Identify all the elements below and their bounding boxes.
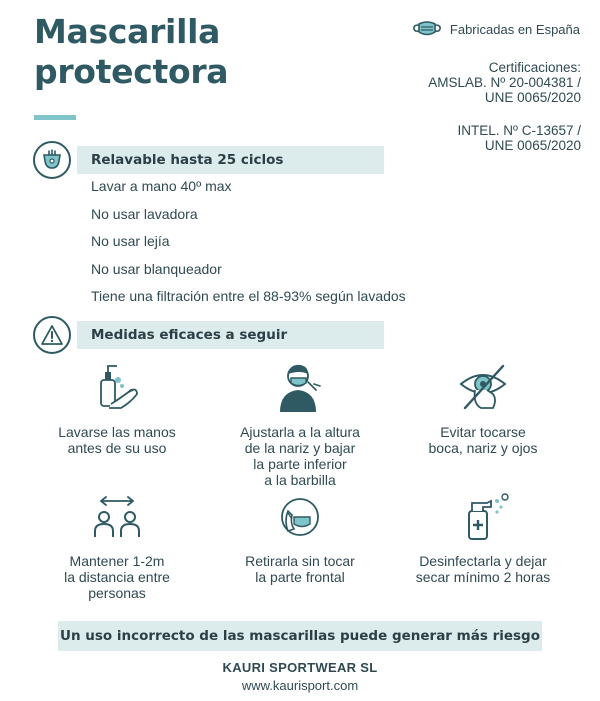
title-line-1: Mascarilla [34,12,221,51]
tip-label-line: antes de su uso [67,440,167,456]
tip-adjust-mask [220,360,380,488]
company-name: KAURI SPORTWEAR SL [222,660,378,675]
warning-icon [33,316,71,354]
disinfect-spray-icon [453,493,513,543]
washing-item: Tiene una filtración entre el 88-93% según lavados [91,288,406,304]
cert-intel-line-1: INTEL. Nº C-13657 / [457,123,581,138]
tip-wash-hands [37,360,197,456]
tip-label-line: boca, nariz y ojos [428,440,538,456]
website-link[interactable]: www.kaurisport.com [241,678,359,693]
washing-instructions [91,177,406,315]
cert-intel-line-2: UNE 0065/2020 [484,138,581,153]
social-distance-icon [87,493,147,543]
tip-label [220,424,380,488]
tips-grid [0,360,600,610]
no-touch-face-icon [453,360,513,416]
person-adjust-mask-icon [270,360,330,416]
tip-label-line: Ajustarla a la altura [240,424,360,440]
tip-label-line: la distancia entre [64,569,170,585]
warning-banner: Un uso incorrecto de las mascarillas puede generar más riesgo [58,621,542,651]
cert-amslab [428,60,581,105]
tip-label-line: Mantener 1-2m [69,553,165,569]
remove-mask-icon [270,493,330,543]
measures-heading: Medidas eficaces a seguir [77,321,384,349]
tip-keep-distance [37,493,197,601]
tip-label-line: la parte frontal [255,569,345,585]
washing-item: No usar blanqueador [91,260,222,277]
tip-label-line: de la nariz y bajar [244,440,356,456]
tip-label-line: a la barbilla [264,472,336,488]
tip-label-line: personas [88,585,146,601]
tip-label-line: Desinfectarla y dejar [419,553,547,569]
washing-section-header [33,141,284,179]
cert-amslab-line-1: AMSLAB. Nº 20-004381 / [428,75,581,90]
hand-sanitizer-icon [87,360,147,416]
tip-label [220,553,380,585]
title-line-2: protectora [34,52,229,91]
tip-label [37,424,197,456]
tip-label-line: Retirarla sin tocar [245,553,355,569]
made-in-spain [412,20,580,38]
laundry-icon [33,141,71,179]
washing-heading: Relavable hasta 25 ciclos [77,146,384,174]
tip-remove-mask [220,493,380,585]
made-in-label: Fabricadas en España [449,21,580,37]
tip-label-line: la parte inferior [253,456,347,472]
tip-disinfect [403,493,563,585]
tip-label-line: Evitar tocarse [440,424,526,440]
cert-amslab-line-2: UNE 0065/2020 [484,90,581,105]
tip-avoid-touching [403,360,563,456]
washing-item: No usar lavadora [91,205,198,222]
tip-label [37,553,197,601]
mask-icon [412,20,442,38]
cert-intel [428,123,581,153]
tip-label-line: secar mínimo 2 horas [415,569,551,585]
washing-item: Lavar a mano 40º max [91,178,232,194]
tip-label [403,424,563,456]
title-underline [34,115,76,120]
cert-heading: Certificaciones: [488,60,581,75]
tip-label-line: Lavarse las manos [58,424,176,440]
washing-item: No usar lejía [91,233,170,249]
tip-label [403,553,563,585]
measures-section-header [33,316,288,354]
certifications [428,60,581,171]
page-title [34,12,228,92]
